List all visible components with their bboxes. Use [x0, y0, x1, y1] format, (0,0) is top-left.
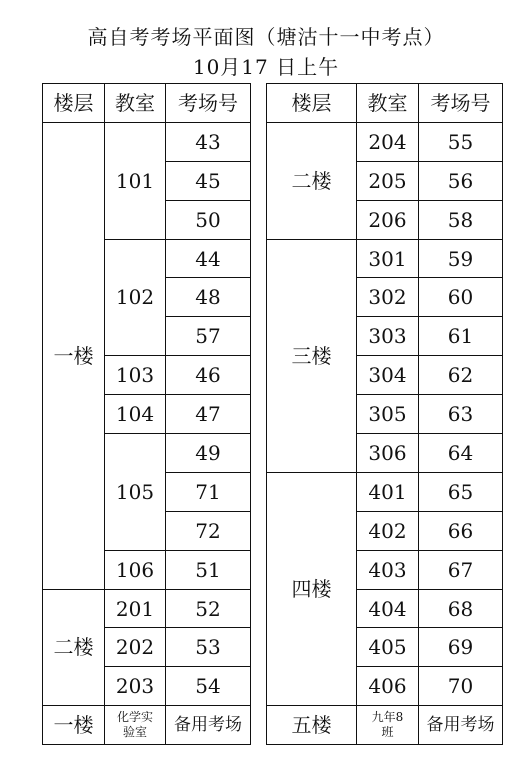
page-title: 高自考考场平面图（塘沽十一中考点） [87, 25, 445, 49]
exam-room-cell: 58 [419, 200, 503, 239]
exam-room-cell: 57 [166, 317, 251, 356]
exam-room-cell: 68 [419, 589, 503, 628]
classroom-cell: 305 [357, 395, 419, 434]
classroom-cell: 202 [105, 628, 166, 667]
header-floor: 楼层 [43, 84, 105, 123]
table-row [267, 122, 503, 161]
header-floor: 楼层 [267, 84, 357, 123]
exam-room-cell: 56 [419, 161, 503, 200]
classroom-cell: 102 [105, 239, 166, 356]
classroom-cell: 105 [105, 434, 166, 551]
exam-room-cell: 47 [166, 395, 251, 434]
exam-room-cell: 53 [166, 628, 251, 667]
classroom-cell: 405 [357, 628, 419, 667]
exam-room-cell: 46 [166, 356, 251, 395]
header-row [43, 84, 251, 123]
header-exam-room: 考场号 [166, 84, 251, 123]
exam-room-cell: 70 [419, 667, 503, 706]
classroom-cell: 302 [357, 278, 419, 317]
exam-room-cell: 65 [419, 472, 503, 511]
exam-room-cell: 67 [419, 550, 503, 589]
exam-room-cell: 72 [166, 511, 251, 550]
exam-room-cell: 60 [419, 278, 503, 317]
floor-cell: 五楼 [267, 706, 357, 745]
spare-classroom-line2: 验室 [122, 725, 147, 740]
exam-room-cell: 44 [166, 239, 251, 278]
spare-row [267, 706, 503, 745]
classroom-cell: 406 [357, 667, 419, 706]
left-seating-table [42, 83, 251, 745]
floor-cell: 二楼 [43, 589, 105, 706]
floor-cell: 一楼 [43, 706, 105, 745]
exam-room-cell: 71 [166, 472, 251, 511]
exam-room-cell: 62 [419, 356, 503, 395]
classroom-cell: 206 [357, 200, 419, 239]
floor-cell: 四楼 [267, 472, 357, 705]
header-exam-room: 考场号 [419, 84, 503, 123]
classroom-cell: 201 [105, 589, 166, 628]
exam-room-cell: 49 [166, 434, 251, 473]
spare-classroom-line1: 九年8 [371, 710, 404, 725]
exam-room-cell: 48 [166, 278, 251, 317]
floor-cell: 一楼 [43, 122, 105, 589]
classroom-cell: 203 [105, 667, 166, 706]
classroom-cell: 301 [357, 239, 419, 278]
spare-classroom-line1: 化学实 [116, 710, 153, 725]
classroom-cell: 205 [357, 161, 419, 200]
exam-room-cell: 52 [166, 589, 251, 628]
exam-room-cell: 50 [166, 200, 251, 239]
exam-room-cell: 51 [166, 550, 251, 589]
classroom-cell: 303 [357, 317, 419, 356]
classroom-cell: 104 [105, 395, 166, 434]
header-row [267, 84, 503, 123]
table-row [267, 472, 503, 511]
table-row [43, 589, 251, 628]
header-classroom: 教室 [105, 84, 166, 123]
spare-exam-cell: 备用考场 [166, 706, 251, 745]
table-row [267, 239, 503, 278]
classroom-cell: 204 [357, 122, 419, 161]
spare-classroom-line2: 班 [381, 725, 394, 740]
spare-classroom-cell [357, 706, 419, 745]
spare-classroom-cell [105, 706, 166, 745]
classroom-cell: 403 [357, 550, 419, 589]
right-seating-table [266, 83, 503, 745]
exam-room-cell: 59 [419, 239, 503, 278]
floor-cell: 三楼 [267, 239, 357, 472]
spare-row [43, 706, 251, 745]
exam-room-cell: 43 [166, 122, 251, 161]
classroom-cell: 401 [357, 472, 419, 511]
classroom-cell: 103 [105, 356, 166, 395]
exam-room-cell: 63 [419, 395, 503, 434]
floor-cell: 二楼 [267, 122, 357, 239]
exam-room-cell: 54 [166, 667, 251, 706]
classroom-cell: 106 [105, 550, 166, 589]
exam-room-cell: 61 [419, 317, 503, 356]
classroom-cell: 404 [357, 589, 419, 628]
classroom-cell: 304 [357, 356, 419, 395]
exam-room-cell: 64 [419, 434, 503, 473]
classroom-cell: 306 [357, 434, 419, 473]
exam-room-cell: 69 [419, 628, 503, 667]
classroom-cell: 402 [357, 511, 419, 550]
header-classroom: 教室 [357, 84, 419, 123]
exam-room-cell: 55 [419, 122, 503, 161]
page-subtitle: 10月17 日上午 [192, 55, 340, 79]
classroom-cell: 101 [105, 122, 166, 239]
exam-room-cell: 66 [419, 511, 503, 550]
spare-exam-cell: 备用考场 [419, 706, 503, 745]
exam-room-cell: 45 [166, 161, 251, 200]
table-row [43, 122, 251, 161]
